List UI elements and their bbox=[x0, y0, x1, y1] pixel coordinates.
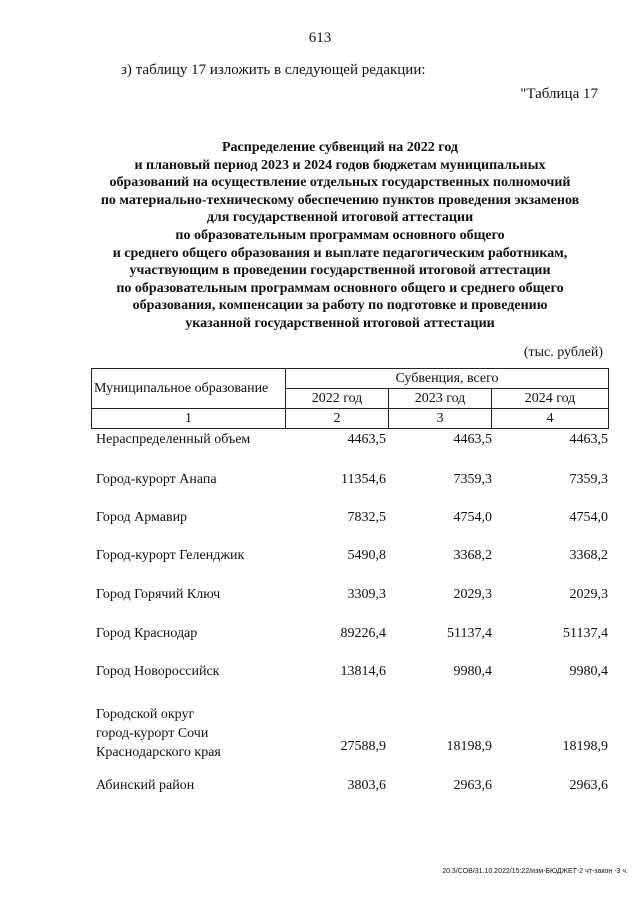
municipality-name: Нераспределенный объем bbox=[96, 432, 251, 447]
value-2022: 13814,6 bbox=[340, 664, 386, 679]
value-2022: 3309,3 bbox=[347, 587, 386, 602]
column-header-municipality: Муниципальное образование bbox=[92, 369, 286, 409]
column-header-year: 2022 год bbox=[286, 389, 389, 409]
value-2024: 4754,0 bbox=[569, 510, 608, 525]
municipality-name: Город-курорт Анапа bbox=[96, 472, 217, 487]
title-line: образований на осуществление отдельных государственных полномочий bbox=[109, 175, 571, 191]
value-2022: 3803,6 bbox=[347, 778, 386, 793]
value-2022: 89226,4 bbox=[340, 626, 386, 641]
value-2022: 27588,9 bbox=[340, 739, 386, 754]
column-header-year: 2024 год bbox=[492, 389, 609, 409]
value-2024: 9980,4 bbox=[569, 664, 608, 679]
value-2023: 4754,0 bbox=[453, 510, 492, 525]
title-line: по материально-техническому обеспечению пунктов проведения экзаменов bbox=[100, 192, 580, 208]
value-2022: 5490,8 bbox=[347, 548, 386, 563]
title-line: участвующим в проведении государственной итоговой аттестации bbox=[129, 263, 551, 279]
column-header-year: 2023 год bbox=[389, 389, 492, 409]
value-2023: 9980,4 bbox=[453, 664, 492, 679]
municipality-name: Город Краснодар bbox=[96, 626, 198, 641]
municipality-name bbox=[96, 705, 221, 762]
municipality-name-line: Городской округ bbox=[96, 707, 195, 722]
title-line: и среднего общего образования и выплате педагогическим работникам, bbox=[112, 245, 568, 261]
value-2022: 4463,5 bbox=[347, 432, 386, 447]
title-line: по образовательным программам основного общего и среднего общего bbox=[116, 280, 564, 296]
value-2024: 2963,6 bbox=[569, 778, 608, 793]
column-number: 2 bbox=[286, 409, 389, 429]
title-line: указанной государственной итоговой аттестации bbox=[185, 315, 495, 331]
column-number: 4 bbox=[492, 409, 609, 429]
title-line: для государственной итоговой аттестации bbox=[206, 210, 474, 226]
units-label: (тыс. рублей) bbox=[523, 345, 603, 360]
municipality-name-line: город-курорт Сочи bbox=[96, 726, 209, 741]
value-2024: 3368,2 bbox=[569, 548, 608, 563]
title-line: и плановый период 2023 и 2024 годов бюджетам муниципальных bbox=[134, 157, 546, 173]
value-2022: 7832,5 bbox=[347, 510, 386, 525]
municipality-name: Город Армавир bbox=[96, 510, 188, 525]
value-2023: 3368,2 bbox=[453, 548, 492, 563]
value-2024: 51137,4 bbox=[563, 626, 608, 641]
value-2023: 18198,9 bbox=[446, 739, 492, 754]
value-2023: 2963,6 bbox=[453, 778, 492, 793]
column-header-subvention: Субвенция, всего bbox=[286, 369, 609, 389]
title-line: образования, компенсации за работу по подготовке и проведению bbox=[132, 298, 548, 314]
table-label: "Таблица 17 bbox=[520, 86, 598, 102]
table-header bbox=[91, 368, 609, 429]
value-2022: 11354,6 bbox=[341, 472, 386, 487]
municipality-name: Абинский район bbox=[96, 778, 195, 793]
value-2023: 4463,5 bbox=[453, 432, 492, 447]
document-title bbox=[60, 139, 620, 333]
title-line: по образовательным программам основного общего bbox=[175, 227, 505, 243]
value-2024: 7359,3 bbox=[569, 472, 608, 487]
value-2023: 7359,3 bbox=[453, 472, 492, 487]
value-2024: 2029,3 bbox=[569, 587, 608, 602]
value-2023: 51137,4 bbox=[447, 626, 492, 641]
amendment-instruction: з) таблицу 17 изложить в следующей редакции: bbox=[121, 62, 426, 78]
municipality-name: Город Горячий Ключ bbox=[96, 587, 221, 602]
municipality-name-line: Краснодарского края bbox=[96, 745, 221, 760]
municipality-name: Город Новороссийск bbox=[96, 664, 220, 679]
document-footer-code: 20.3/СОВ/31.10.2022/15:22/изм-БЮДЖЕТ-2 чт-закон -3 ч. bbox=[442, 868, 628, 875]
value-2024: 18198,9 bbox=[562, 739, 608, 754]
value-2023: 2029,3 bbox=[453, 587, 492, 602]
value-2024: 4463,5 bbox=[569, 432, 608, 447]
page-number: 613 bbox=[308, 30, 332, 46]
column-number: 1 bbox=[92, 409, 286, 429]
municipality-name: Город-курорт Геленджик bbox=[96, 548, 245, 563]
title-line: Распределение субвенций на 2022 год bbox=[222, 140, 458, 155]
column-number: 3 bbox=[389, 409, 492, 429]
